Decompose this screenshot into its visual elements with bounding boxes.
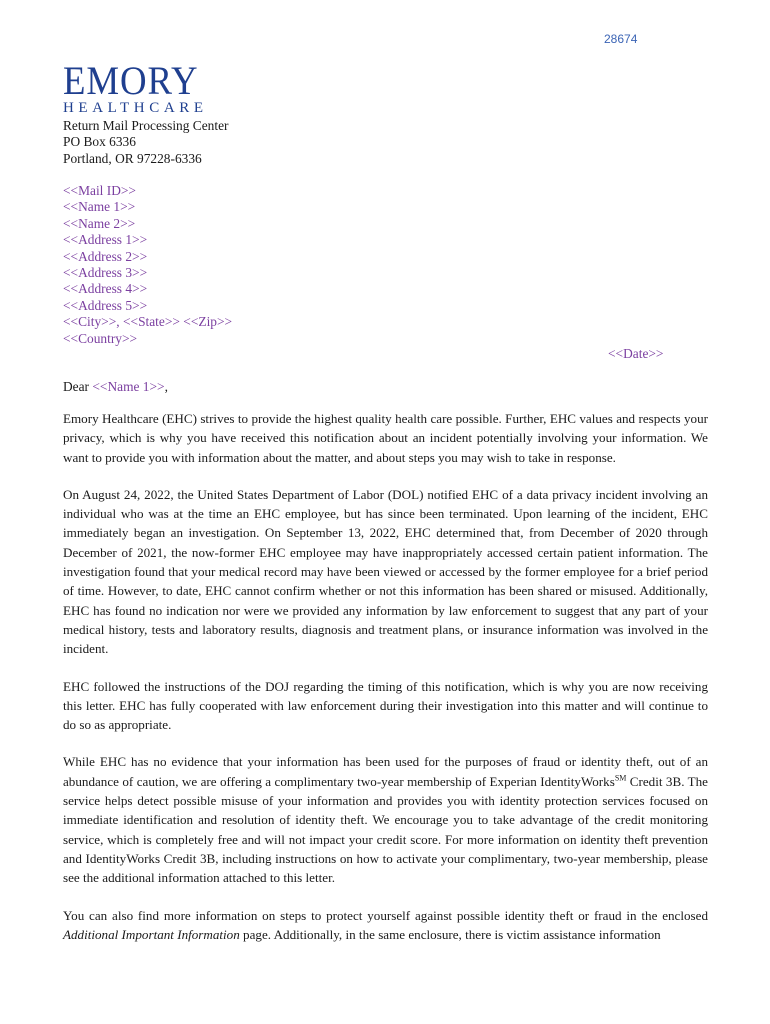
service-mark: SM <box>614 773 627 783</box>
paragraph-credit-monitoring-part-a: While EHC has no evidence that your information has been used for the purposes of fraud or identity theft, out of an abundance of caution, we are offering a complimentary two-year membership of Experian IdentityWorks <box>63 754 708 789</box>
name1-field: <<Name 1>> <box>63 199 136 215</box>
date-field: <<Date>> <box>608 346 664 361</box>
return-address-line: Portland, OR 97228-6336 <box>63 150 202 166</box>
logo-wordmark: EMORY <box>63 58 199 103</box>
salutation <box>63 379 168 395</box>
letter-body <box>63 409 708 962</box>
return-address-line: PO Box 6336 <box>63 134 136 150</box>
paragraph-intro: Emory Healthcare (EHC) strives to provide the highest quality health care possible. Further, EHC values and respects your privacy, which is why you have received this notification about an incident potentially involving your information. We want to provide you with information about the matter, and about steps you may wish to take in response. <box>63 411 708 465</box>
paragraph-additional-info-part-a: You can also find more information on steps to protect yourself against possible identity theft or fraud in the enclosed <box>63 907 708 923</box>
paragraph-notification-timing: EHC followed the instructions of the DOJ regarding the timing of this notification, which is why you are now receiving this letter. EHC has fully cooperated with law enforcement during their investigation into this matter and will continue to do so as appropriate. <box>63 678 708 733</box>
return-address-line: Return Mail Processing Center <box>63 118 229 133</box>
paragraph-credit-monitoring <box>63 752 708 887</box>
paragraph-incident: On August 24, 2022, the United States Department of Labor (DOL) notified EHC of a data privacy incident involving an individual who was at the time an EHC employee, but has since been terminated. Upon learning of the incident, EHC immediately began an investigation. On September 13, 2022, EHC determined that, from December of 2020 through December of 2021, the now-former EHC employee may have inappropriately accessed certain patient information. The investigation found that your medical record may have been viewed or accessed by the former employee for a brief period of time. However, to date, EHC cannot confirm whether or not this information has been shared or misused. Additionally, EHC has found no indication nor were we provided any information by law enforcement to suggest that any part of your medical history, tests and laboratory results, diagnosis and treatment plans, or insurance information was involved in the incident. <box>63 486 708 657</box>
city-state-zip-field: <<City>>, <<State>> <<Zip>> <box>63 314 233 330</box>
address3-field: <<Address 3>> <box>63 265 148 281</box>
paragraph-credit-monitoring-part-b: Credit 3B. The service helps detect possible misuse of your information and provides you with identity protection services focused on immediate identification and resolution of identity theft. We encourage you to take advantage of the credit monitoring service, which is completely free and will not impact your credit score. For more information on identity theft prevention and IdentityWorks Credit 3B, including instructions on how to activate your complimentary, two-year membership, please see the additional information attached to this letter. <box>63 773 708 886</box>
logo-subtitle: HEALTHCARE <box>63 100 208 116</box>
return-address <box>63 118 229 167</box>
salutation-prefix: Dear <box>63 379 93 394</box>
paragraph-additional-info-part-b: page. Additionally, in the same enclosure, there is victim assistance information <box>239 926 661 942</box>
name2-field: <<Name 2>> <box>63 215 136 231</box>
mail-id-field: <<Mail ID>> <box>63 183 136 198</box>
recipient-address-block <box>63 183 232 347</box>
country-field: <<Country>> <box>63 330 138 346</box>
additional-info-title: Additional Important Information <box>63 926 240 942</box>
salutation-suffix: , <box>164 379 168 394</box>
address5-field: <<Address 5>> <box>63 297 148 313</box>
document-number: 28674 <box>604 32 638 46</box>
address4-field: <<Address 4>> <box>63 281 148 297</box>
address2-field: <<Address 2>> <box>63 248 148 264</box>
address1-field: <<Address 1>> <box>63 232 148 248</box>
salutation-name: <<Name 1>> <box>92 379 165 394</box>
paragraph-additional-info <box>63 906 708 945</box>
emory-healthcare-logo <box>63 58 210 116</box>
